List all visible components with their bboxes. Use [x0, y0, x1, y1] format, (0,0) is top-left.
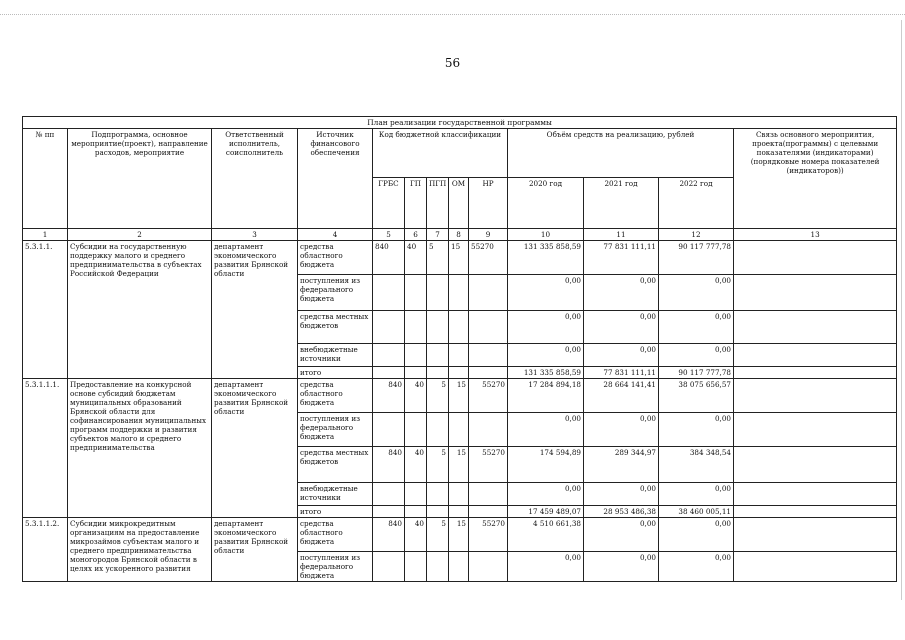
value-2022: 38 075 656,57	[659, 379, 734, 413]
code-grbs	[373, 413, 405, 447]
value-2020: 17 284 894,18	[508, 379, 584, 413]
value-2020: 4 510 661,38	[508, 518, 584, 552]
value-2021: 0,00	[584, 311, 659, 344]
value-2022: 0,00	[659, 275, 734, 311]
header-om: ОМ	[449, 178, 469, 229]
header-gp: ГП	[405, 178, 427, 229]
column-number: 7	[427, 229, 449, 241]
code-pgp	[427, 413, 449, 447]
code-nr	[469, 506, 508, 518]
value-2022: 0,00	[659, 552, 734, 582]
link-indicators	[734, 413, 897, 447]
code-grbs: 840	[373, 447, 405, 483]
value-2022: 0,00	[659, 344, 734, 367]
code-gp: 40	[405, 518, 427, 552]
code-grbs	[373, 506, 405, 518]
code-om	[449, 552, 469, 582]
value-2020: 174 594,89	[508, 447, 584, 483]
row-source: внебюджетные источники	[298, 344, 373, 367]
row-executor: департамент экономического развития Брянской области	[212, 241, 298, 379]
code-grbs: 840	[373, 241, 405, 275]
header-nr: НР	[469, 178, 508, 229]
code-om: 15	[449, 241, 469, 275]
link-indicators	[734, 241, 897, 275]
code-gp	[405, 413, 427, 447]
column-number: 1	[23, 229, 68, 241]
value-2020: 0,00	[508, 344, 584, 367]
value-2020: 131 335 858,59	[508, 367, 584, 379]
link-indicators	[734, 506, 897, 518]
value-2022: 0,00	[659, 518, 734, 552]
header-2020: 2020 год	[508, 178, 584, 229]
value-2021: 0,00	[584, 275, 659, 311]
column-number: 8	[449, 229, 469, 241]
code-grbs: 840	[373, 518, 405, 552]
code-nr: 55270	[469, 379, 508, 413]
column-number: 3	[212, 229, 298, 241]
code-om	[449, 344, 469, 367]
row-source: внебюджетные источники	[298, 483, 373, 506]
value-2020: 131 335 858,59	[508, 241, 584, 275]
value-2020: 0,00	[508, 275, 584, 311]
code-pgp: 5	[427, 447, 449, 483]
plan-table	[22, 116, 897, 582]
code-nr: 55270	[469, 447, 508, 483]
link-indicators	[734, 552, 897, 582]
header-2022: 2022 год	[659, 178, 734, 229]
row-source: итого	[298, 506, 373, 518]
link-indicators	[734, 275, 897, 311]
link-indicators	[734, 344, 897, 367]
column-number: 11	[584, 229, 659, 241]
header-name: Подпрограмма, основное мероприятие(проект), направление расходов, мероприятие	[68, 129, 212, 229]
table-title: План реализации государственной программы	[23, 117, 897, 129]
header-executor: Ответственный исполнитель, соисполнитель	[212, 129, 298, 229]
code-nr	[469, 311, 508, 344]
value-2021: 28 664 141,41	[584, 379, 659, 413]
row-source: поступления из федерального бюджета	[298, 552, 373, 582]
header-pgp: ПГП	[427, 178, 449, 229]
value-2021: 289 344,97	[584, 447, 659, 483]
column-number: 9	[469, 229, 508, 241]
code-grbs: 840	[373, 379, 405, 413]
code-pgp	[427, 344, 449, 367]
column-number: 6	[405, 229, 427, 241]
value-2021: 0,00	[584, 344, 659, 367]
code-grbs	[373, 552, 405, 582]
top-rule	[0, 14, 905, 15]
column-number: 5	[373, 229, 405, 241]
code-gp	[405, 552, 427, 582]
code-grbs	[373, 367, 405, 379]
code-nr: 55270	[469, 518, 508, 552]
code-om	[449, 311, 469, 344]
code-om	[449, 413, 469, 447]
code-pgp: 5	[427, 518, 449, 552]
row-source: поступления из федерального бюджета	[298, 413, 373, 447]
code-nr	[469, 483, 508, 506]
code-nr	[469, 552, 508, 582]
column-number: 13	[734, 229, 897, 241]
link-indicators	[734, 379, 897, 413]
table-row	[23, 241, 897, 275]
header-source: Источник финансового обеспечения	[298, 129, 373, 229]
code-pgp	[427, 483, 449, 506]
value-2021: 0,00	[584, 518, 659, 552]
code-gp: 40	[405, 379, 427, 413]
value-2022: 0,00	[659, 413, 734, 447]
row-source: средства областного бюджета	[298, 241, 373, 275]
code-grbs	[373, 483, 405, 506]
code-nr	[469, 367, 508, 379]
code-pgp: 5	[427, 241, 449, 275]
code-pgp	[427, 552, 449, 582]
table-row	[23, 518, 897, 552]
column-number: 2	[68, 229, 212, 241]
value-2020: 0,00	[508, 552, 584, 582]
value-2021: 0,00	[584, 413, 659, 447]
column-number: 12	[659, 229, 734, 241]
column-number: 10	[508, 229, 584, 241]
code-om	[449, 367, 469, 379]
row-name: Субсидии на государственную поддержку малого и среднего предпринимательства в субъектах Российской Федерации	[68, 241, 212, 379]
value-2021: 77 831 111,11	[584, 241, 659, 275]
code-grbs	[373, 275, 405, 311]
code-pgp: 5	[427, 379, 449, 413]
row-name: Субсидии микрокредитным организациям на предоставление микрозаймов субъектам малого и среднего предпринимательства моногородов Брянской области в целях их ускоренного развития	[68, 518, 212, 582]
code-grbs	[373, 344, 405, 367]
value-2021: 28 953 486,38	[584, 506, 659, 518]
row-source: средства областного бюджета	[298, 379, 373, 413]
value-2021: 0,00	[584, 483, 659, 506]
code-gp	[405, 344, 427, 367]
value-2021: 0,00	[584, 552, 659, 582]
value-2020: 0,00	[508, 413, 584, 447]
code-om: 15	[449, 379, 469, 413]
code-gp: 40	[405, 447, 427, 483]
row-source: средства местных бюджетов	[298, 311, 373, 344]
header-budget-code: Код бюджетной классификации	[373, 129, 508, 178]
code-gp	[405, 275, 427, 311]
value-2022: 38 460 005,11	[659, 506, 734, 518]
row-name: Предоставление на конкурсной основе субсидий бюджетам муниципальных образований Брянской области для софинансирования муниципальных программ поддержки и развития субъектов малого и среднего предпринимательства	[68, 379, 212, 518]
code-pgp	[427, 506, 449, 518]
link-indicators	[734, 447, 897, 483]
code-gp: 40	[405, 241, 427, 275]
code-om	[449, 483, 469, 506]
code-om: 15	[449, 447, 469, 483]
header-2021: 2021 год	[584, 178, 659, 229]
code-pgp	[427, 367, 449, 379]
row-source: итого	[298, 367, 373, 379]
row-number: 5.3.1.1.2.	[23, 518, 68, 582]
code-nr	[469, 275, 508, 311]
value-2022: 0,00	[659, 311, 734, 344]
page-edge	[898, 20, 902, 600]
code-om	[449, 506, 469, 518]
row-source: средства местных бюджетов	[298, 447, 373, 483]
column-number: 4	[298, 229, 373, 241]
code-gp	[405, 506, 427, 518]
row-source: поступления из федерального бюджета	[298, 275, 373, 311]
value-2020: 0,00	[508, 311, 584, 344]
row-executor: департамент экономического развития Брянской области	[212, 518, 298, 582]
code-gp	[405, 483, 427, 506]
code-pgp	[427, 275, 449, 311]
link-indicators	[734, 311, 897, 344]
code-om	[449, 275, 469, 311]
header-link: Связь основного мероприятия, проекта(программы) с целевыми показателями (индикаторами) (порядковые номера показателей (индикаторов))	[734, 129, 897, 229]
value-2022: 90 117 777,78	[659, 241, 734, 275]
code-nr: 55270	[469, 241, 508, 275]
value-2022: 0,00	[659, 483, 734, 506]
code-pgp	[427, 311, 449, 344]
code-gp	[405, 311, 427, 344]
header-volume: Объём средств на реализацию, рублей	[508, 129, 734, 178]
link-indicators	[734, 518, 897, 552]
value-2021: 77 831 111,11	[584, 367, 659, 379]
table-body	[23, 241, 897, 582]
value-2020: 17 459 489,07	[508, 506, 584, 518]
value-2020: 0,00	[508, 483, 584, 506]
header-num: № пп	[23, 129, 68, 229]
code-nr	[469, 344, 508, 367]
row-number: 5.3.1.1.	[23, 241, 68, 379]
row-source: средства областного бюджета	[298, 518, 373, 552]
value-2022: 90 117 777,78	[659, 367, 734, 379]
code-grbs	[373, 311, 405, 344]
code-gp	[405, 367, 427, 379]
link-indicators	[734, 483, 897, 506]
table-row	[23, 379, 897, 413]
row-number: 5.3.1.1.1.	[23, 379, 68, 518]
page-number: 56	[444, 56, 461, 70]
link-indicators	[734, 367, 897, 379]
value-2022: 384 348,54	[659, 447, 734, 483]
row-executor: департамент экономического развития Брянской области	[212, 379, 298, 518]
code-nr	[469, 413, 508, 447]
code-om: 15	[449, 518, 469, 552]
header-grbs: ГРБС	[373, 178, 405, 229]
